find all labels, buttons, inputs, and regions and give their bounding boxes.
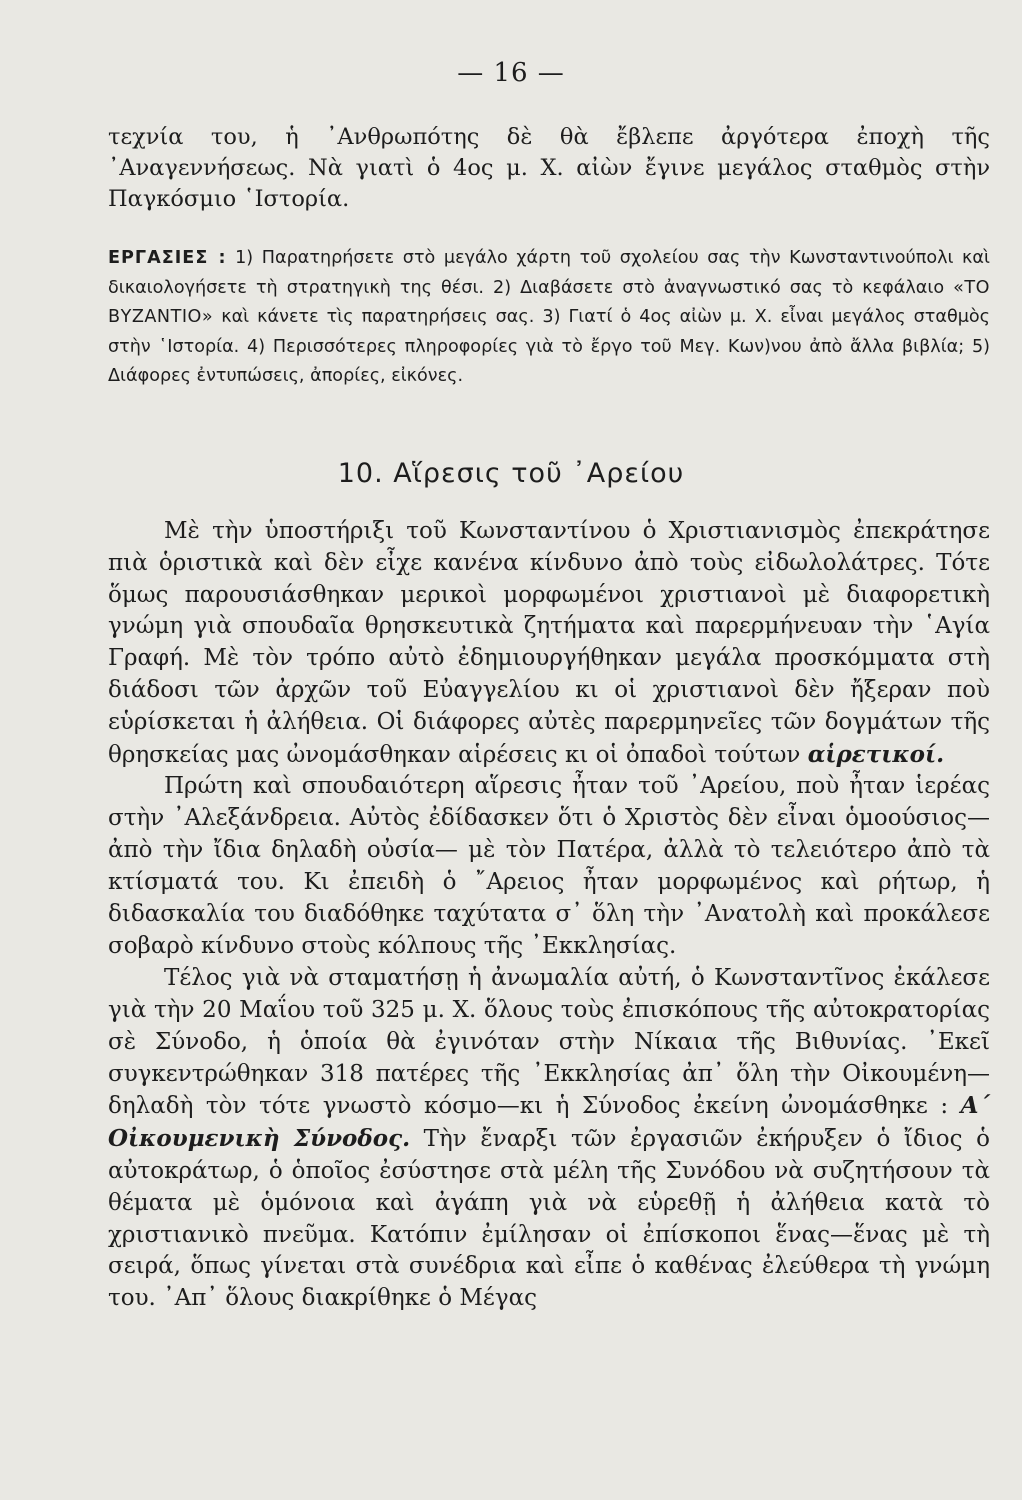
exercises-text-part-2: καὶ κάνετε τὶς παρατηρήσεις σας. 3) Γιατί ὁ 4ος αἰὼν μ. Χ. εἶναι μεγάλος σταθμὸς στὴν ῾Ιστορία. 4) Περισσότερες πληροφορίες γιὰ τὸ ἔργο τοῦ Μεγ. Κων)νου ἀπὸ ἄλλα βιβλία; 5) Διάφορες ἐντυπώσεις, ἀπορίες, εἰκόνες. (108, 307, 990, 386)
exercises-block (108, 244, 990, 392)
paragraph-text: Πρώτη καὶ σπουδαιότερη αἵρεσις ἦταν τοῦ ᾿Αρείου, ποὺ ἦταν ἱερέας στὴν ᾿Αλεξάνδρεια. Αὐτὸς ἐδίδασκεν ὅτι ὁ Χριστὸς δὲν εἶναι ὁμοούσιος—ἀπὸ τὴν ἴδια δηλαδὴ οὐσία— μὲ τὸν Πατέρα, ἀλλὰ τὸ τελειότερο ἀπὸ τὰ κτίσματά του. Κι ἐπειδὴ ὁ ῎Αρειος ἦταν μορφωμένος καὶ ρήτωρ, ἡ διδασκαλία του διαδόθηκε ταχύτατα σ᾿ ὅλη τὴν ᾿Ανατολὴ καὶ προκάλεσε σοβαρὸ κίνδυνο στοὺς κόλπους τῆς ᾿Εκκλησίας. (108, 773, 990, 960)
exercises-text-part-1: 1) Παρατηρήσετε στὸ μεγάλο χάρτη τοῦ σχολείου σας τὴν Κωνσταντινούπολι καὶ δικαιολογήσετε τὴ στρατηγικὴ της θέσι. 2) Διαβάσετε στὸ ἀναγνωστικό σας τὸ κεφάλαιο (108, 248, 990, 298)
section-body (108, 516, 990, 1315)
intro-paragraph: τεχνία του, ἡ ᾿Ανθρωπότης δὲ θὰ ἔβλεπε ἀργότερα ἐποχὴ τῆς ᾿Αναγεννήσεως. Νὰ γιατὶ ὁ 4ος μ. Χ. αἰὼν ἔγινε μεγάλος σταθμὸς στὴν Παγκόσμιο ῾Ιστορία. (108, 124, 990, 212)
body-paragraph (108, 963, 990, 1315)
exercises-chapter-title: «ΤΟ ΒΥΖΑΝΤΙΟ» (108, 277, 990, 327)
emphasized-term: αἱρετικοί. (807, 740, 945, 768)
body-paragraph (108, 516, 990, 771)
section-heading (0, 458, 1022, 489)
section-number: 10. (337, 458, 384, 489)
body-paragraph (108, 771, 990, 963)
section-title: Αἵρεσις τοῦ ᾿Αρείου (393, 458, 685, 489)
exercises-label: ΕΡΓΑΣΙΕΣ : (108, 248, 227, 268)
paragraph-text: Τέλος γιὰ νὰ σταματήσῃ ἡ ἀνωμαλία αὐτή, ὁ Κωνσταντῖνος ἐκάλεσε γιὰ τὴν 20 Μαΐου τοῦ 325 μ. Χ. ὅλους τοὺς ἐπισκόπους τῆς αὐτοκρατορίας σὲ Σύνοδο, ἡ ὁποία θὰ ἐγινόταν στὴν Νίκαια τῆς Βιθυνίας. ᾿Εκεῖ συγκεντρώθηκαν 318 πατέρες τῆς ᾿Εκκλησίας ἀπ᾿ ὅλη τὴν Οἰκουμένη—δηλαδὴ τὸν τότε γνωστὸ κόσμο—κι ἡ Σύνοδος ἐκείνη ὠνομάσθηκε : (108, 965, 990, 1120)
page-number: — 16 — (457, 58, 565, 88)
paragraph-text-tail: Τὴν ἔναρξι τῶν ἐργασιῶν ἐκήρυξεν ὁ ἴδιος ὁ αὐτοκράτωρ, ὁ ὁποῖος ἐσύστησε στὰ μέλη τῆς Συνόδου νὰ συζητήσουν τὰ θέματα μὲ ὁμόνοια καὶ ἀγάπη γιὰ νὰ εὑρεθῇ ἡ ἀλήθεια κατὰ τὸ χριστιανικὸ πνεῦμα. Κατόπιν ἐμίλησαν οἱ ἐπίσκοποι ἕνας—ἕνας μὲ τὴ σειρά, ὅπως γίνεται στὰ συνέδρια καὶ εἶπε ὁ καθένας ἐλεύθερα τὴ γνώμη του. ᾿Απ᾿ ὅλους διακρίθηκε ὁ Μέγας (108, 1126, 990, 1312)
paragraph-text: Μὲ τὴν ὑποστήριξι τοῦ Κωνσταντίνου ὁ Χριστιανισμὸς ἐπεκράτησε πιὰ ὁριστικὰ καὶ δὲν εἶχε κανένα κίνδυνο ἀπὸ τοὺς εἰδωλολάτρες. Τότε ὅμως παρουσιάσθηκαν μερικοὶ μορφωμένοι χριστιανοὶ μὲ διαφορετικὴ γνώμη γιὰ σπουδαῖα θρησκευτικὰ ζητήματα καὶ παρερμήνευαν τὴν ῾Αγία Γραφή. Μὲ τὸν τρόπο αὐτὸ ἐδημιουργήθηκαν μεγάλα προσκόμματα στὴ διάδοσι τῶν ἀρχῶν τοῦ Εὐαγγελίου κι οἱ χριστιανοὶ δὲν ἤξεραν ποὺ εὑρίσκεται ἡ ἀλήθεια. Οἱ διάφορες αὐτὲς παρερμηνεῖες τῶν δογμάτων τῆς θρησκείας μας ὠνομάσθηκαν αἱρέσεις κι οἱ ὀπαδοὶ τούτων (108, 518, 990, 768)
emphasized-term: Α΄ Οἰκουμενικὴ Σύνοδος. (108, 1092, 990, 1153)
